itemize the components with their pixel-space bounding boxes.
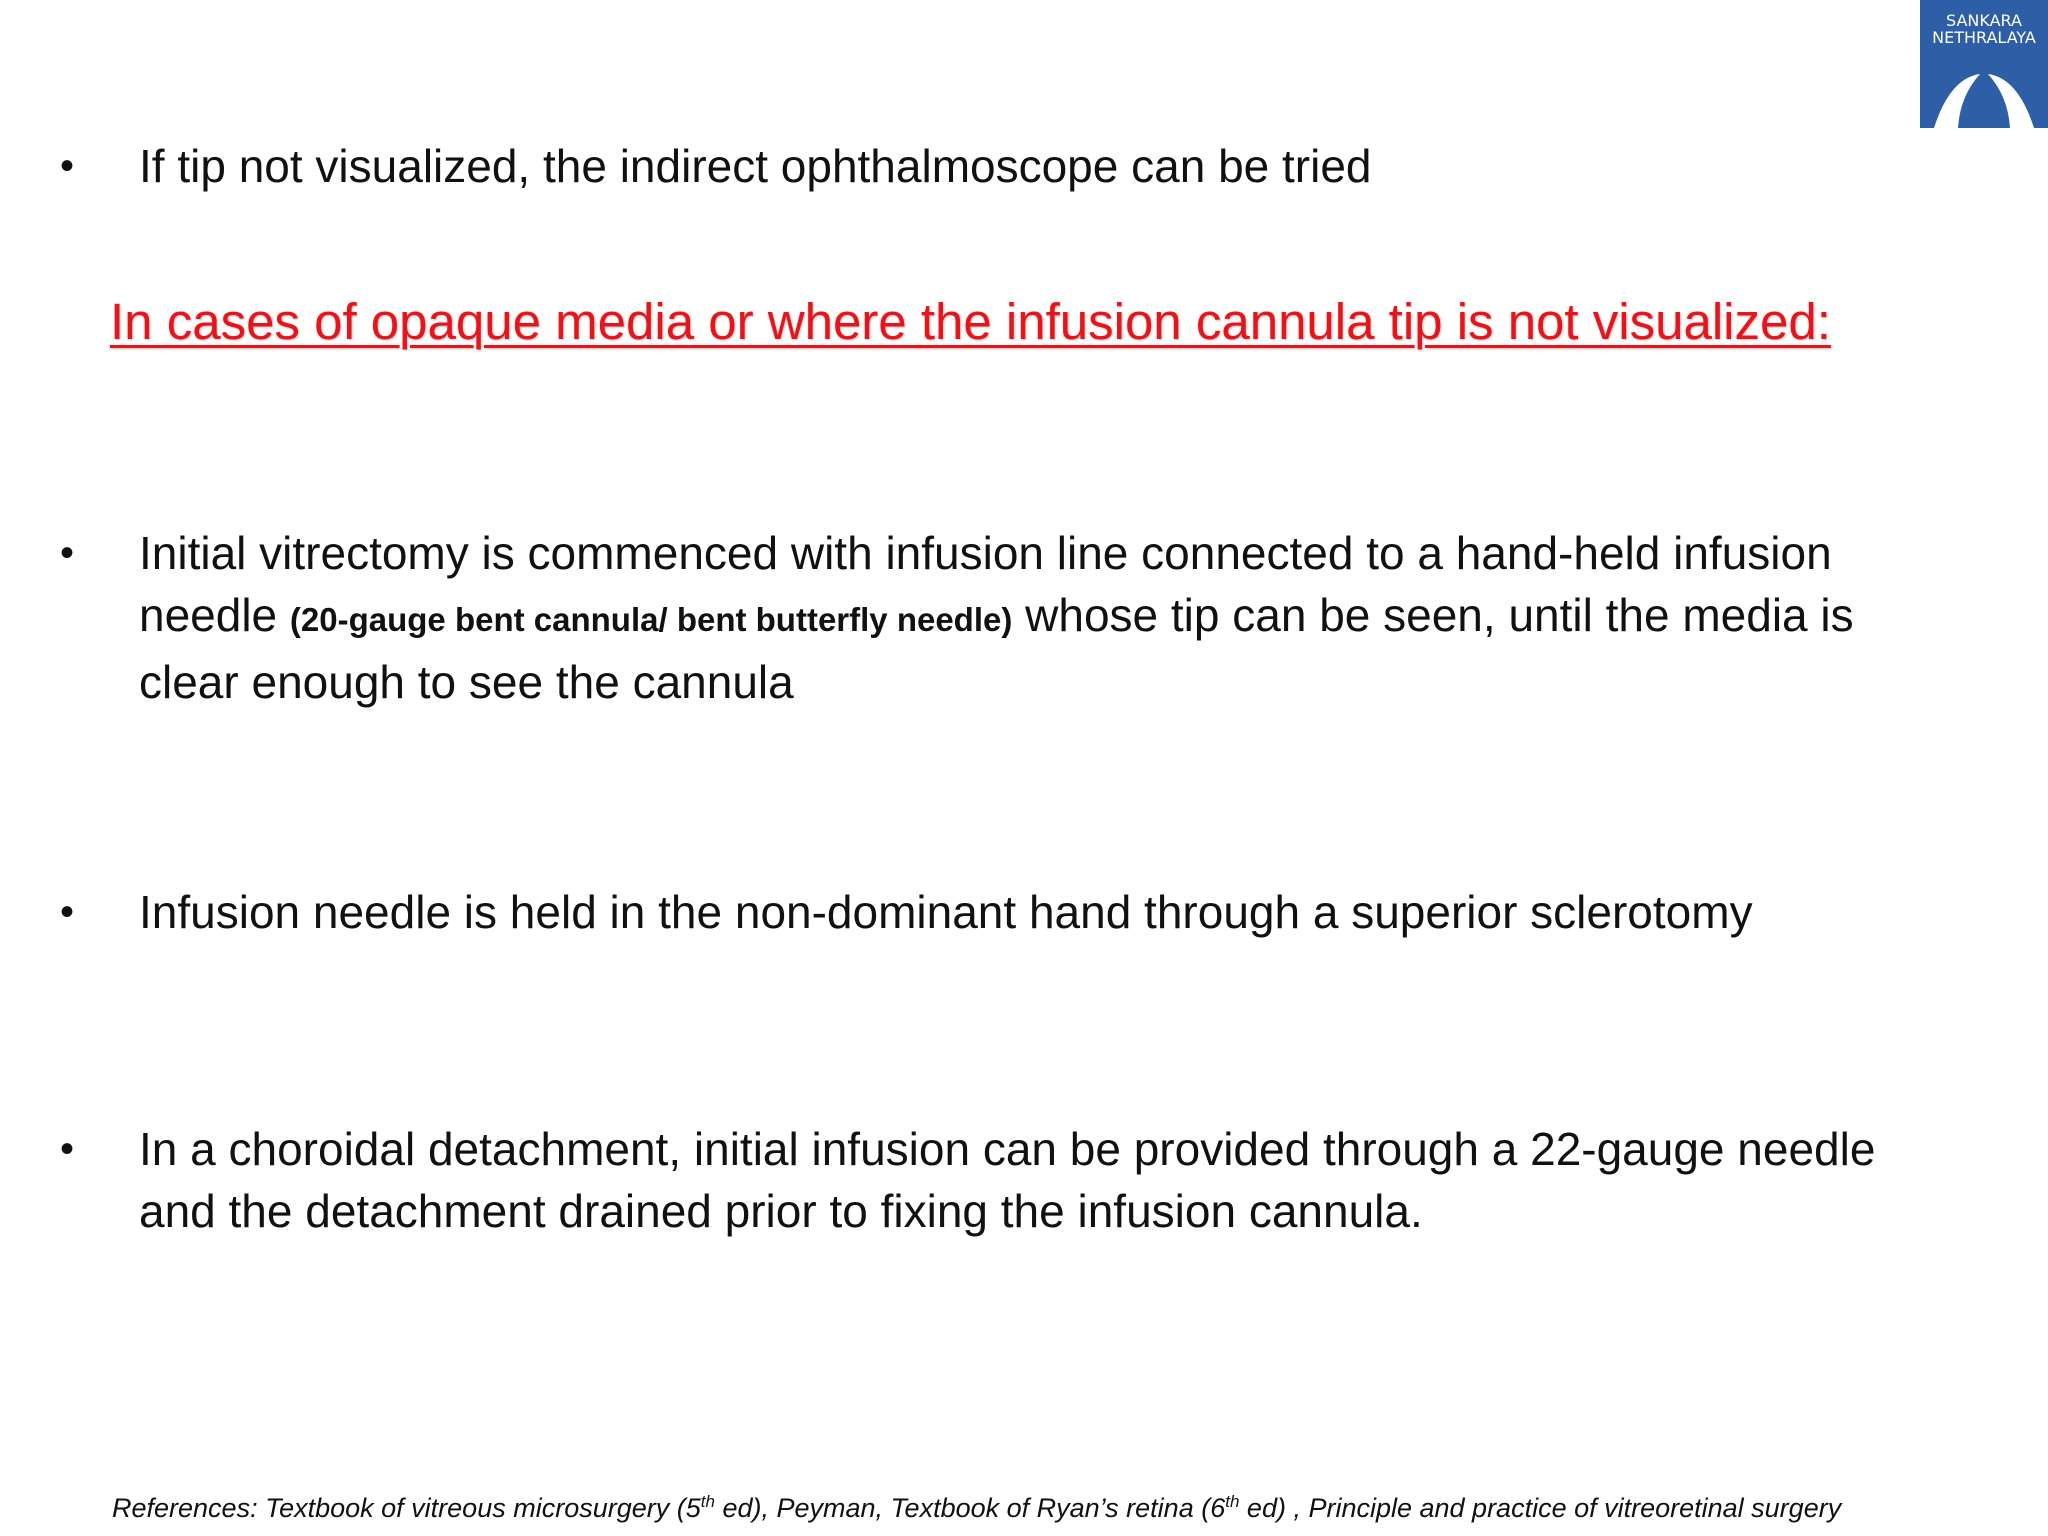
logo-eye-icon [1920, 56, 2048, 128]
bullet-dot: • [60, 890, 75, 934]
bullet-text-3: Infusion needle is held in the non-dominant hand through a superior sclerotomy [139, 886, 1753, 938]
bullet-dot: • [60, 144, 75, 188]
sankara-nethralaya-logo [1920, 0, 2048, 128]
bullet-text-1: If tip not visualized, the indirect ophthalmoscope can be tried [139, 140, 1372, 192]
ref-sup-1: th [700, 1492, 715, 1511]
bullet-text-2 [139, 522, 1940, 713]
bullet-2-bold-note: (20-gauge bent cannula/ bent butterfly needle) [289, 601, 1013, 638]
ref-sup-2: th [1225, 1492, 1240, 1511]
ref-part-2: ed), Peyman, Textbook of Ryan’s retina (6 [714, 1493, 1226, 1523]
ref-part-1: References: Textbook of vitreous microsurgery (5 [112, 1493, 701, 1523]
section-heading: In cases of opaque media or where the infusion cannula tip is not visualized: [110, 293, 1831, 350]
logo-line-1: SANKARA [1946, 11, 2022, 30]
references [112, 1482, 1841, 1528]
ref-part-3: ed) , Principle and practice of vitreoretinal surgery [1239, 1493, 1842, 1523]
bullet-2-part-1: Initial vitrectomy is commenced with infusion line connected to a hand-held infusion needle [139, 527, 1832, 641]
bullet-2-part-2: whose tip can be seen, until the media is clear enough to see the cannula [139, 589, 1854, 708]
bullet-dot: • [60, 1127, 75, 1171]
logo-line-2: NETHRALAYA [1932, 28, 2036, 47]
bullet-text-4: In a choroidal detachment, initial infusion can be provided through a 22-gauge needle and the detachment drained prior to fixing the infusion cannula. [139, 1123, 1876, 1237]
bullet-dot: • [60, 531, 75, 575]
logo-text [1920, 12, 2048, 46]
